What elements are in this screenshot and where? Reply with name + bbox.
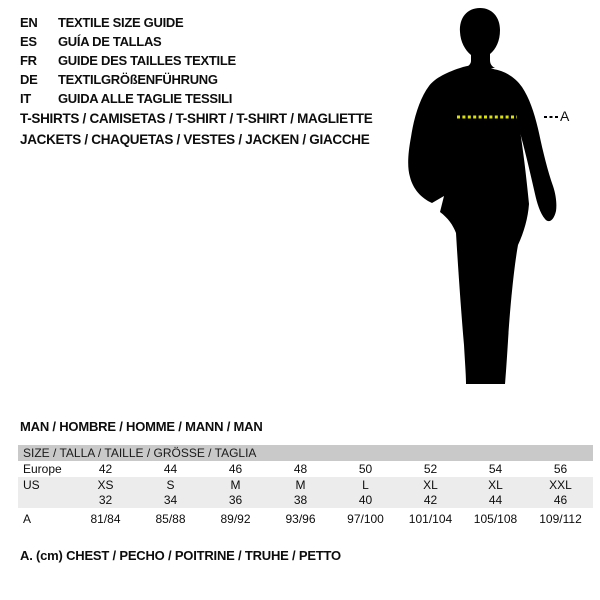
size-cell: 34 (163, 493, 178, 507)
size-cell: 105/108 (473, 512, 518, 526)
garment-types (20, 108, 372, 150)
size-cell: 46 (553, 493, 568, 507)
row-label: Europe (23, 462, 62, 476)
language-code: EN (20, 15, 38, 30)
table-row-europe (18, 461, 593, 477)
language-label: TEXTILGRÖßENFÜHRUNG (58, 72, 218, 87)
language-guide (20, 13, 236, 108)
size-cell: 44 (488, 493, 503, 507)
size-cell: 44 (163, 462, 178, 476)
section-title: MAN / HOMBRE / HOMME / MANN / MAN (20, 419, 263, 434)
size-cell: 46 (228, 462, 243, 476)
language-code: DE (20, 72, 38, 87)
language-row (20, 89, 236, 108)
language-row (20, 32, 236, 51)
size-table-header: SIZE / TALLA / TAILLE / GRÖSSE / TAGLIA (18, 445, 593, 461)
row-label (18, 493, 73, 508)
size-cell: 32 (98, 493, 113, 507)
size-cell: XXL (549, 478, 572, 492)
language-label: GUIDA ALLE TAGLIE TESSILI (58, 91, 233, 106)
size-cell: 97/100 (347, 512, 384, 526)
measurement-footnote: A. (cm) CHEST / PECHO / POITRINE / TRUHE / PETTO (20, 548, 341, 563)
size-cell: 89/92 (220, 512, 251, 526)
table-row-us-numeric (18, 493, 593, 508)
size-cell: 36 (228, 493, 243, 507)
size-table (18, 445, 593, 530)
language-label: TEXTILE SIZE GUIDE (58, 15, 184, 30)
size-cell: XL (423, 478, 438, 492)
size-cell: 54 (488, 462, 503, 476)
language-row (20, 70, 236, 89)
size-cell: 48 (293, 462, 308, 476)
size-cell: 42 (423, 493, 438, 507)
language-code: FR (20, 53, 37, 68)
size-cell: 81/84 (90, 512, 121, 526)
size-cell: 85/88 (155, 512, 186, 526)
language-code: ES (20, 34, 37, 49)
size-cell: S (166, 478, 175, 492)
garment-line-tshirts: T-SHIRTS / CAMISETAS / T-SHIRT / T-SHIRT / MAGLIETTE (20, 111, 373, 126)
measure-label-a: A (560, 108, 570, 124)
language-row (20, 51, 236, 70)
garment-line-jackets: JACKETS / CHAQUETAS / VESTES / JACKEN / GIACCHE (20, 132, 370, 147)
man-silhouette-shapes (408, 8, 556, 384)
language-label: GUIDE DES TAILLES TEXTILE (58, 53, 236, 68)
figure-area (405, 5, 560, 390)
size-cell: M (230, 478, 241, 492)
size-cell: 42 (98, 462, 113, 476)
size-cell: 93/96 (285, 512, 316, 526)
man-silhouette-icon (405, 5, 560, 390)
size-cell: 52 (423, 462, 438, 476)
size-cell: 50 (358, 462, 373, 476)
size-cell: 38 (293, 493, 308, 507)
size-cell: 40 (358, 493, 373, 507)
language-label: GUÍA DE TALLAS (58, 34, 162, 49)
row-label: US (23, 478, 40, 492)
size-cell: L (362, 478, 369, 492)
table-row-chest-a (18, 508, 593, 530)
size-cell: 101/104 (408, 512, 453, 526)
row-label: A (23, 512, 32, 526)
size-cell: M (295, 478, 306, 492)
size-cell: XS (97, 478, 114, 492)
size-cell: 109/112 (539, 512, 582, 526)
table-row-us (18, 477, 593, 493)
language-code: IT (20, 91, 31, 106)
size-cell: 56 (553, 462, 568, 476)
language-row (20, 13, 236, 32)
size-cell: XL (488, 478, 503, 492)
